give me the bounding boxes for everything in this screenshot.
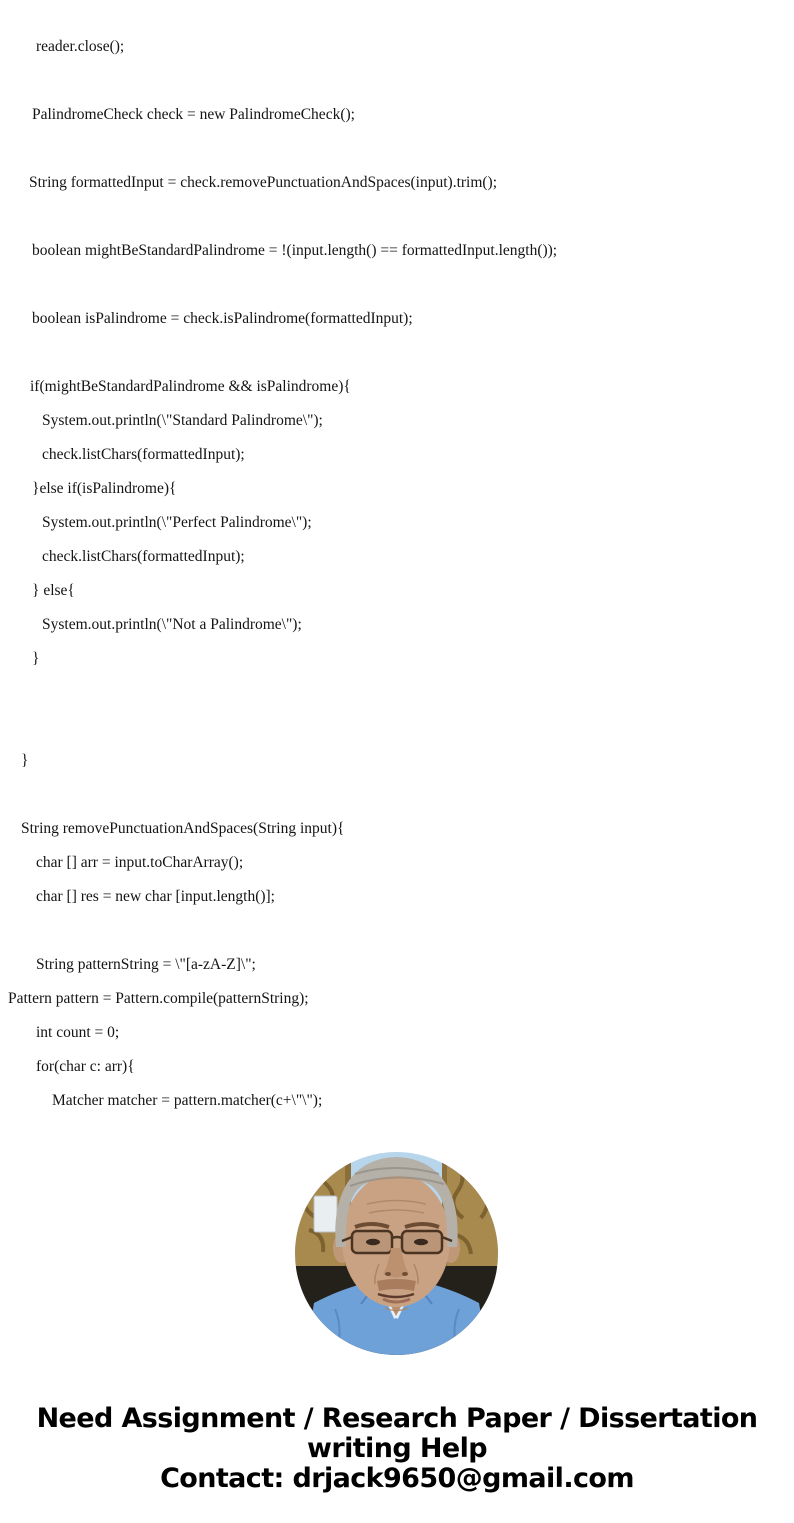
code-block [0, 30, 794, 1118]
code-line [0, 778, 794, 812]
code-line [0, 132, 794, 166]
code-line [0, 676, 794, 710]
promo-banner [0, 1404, 794, 1494]
code-line [0, 64, 794, 98]
code-line: Pattern pattern = Pattern.compile(patternString); [8, 990, 309, 1007]
code-line: boolean mightBeStandardPalindrome = !(input.length() == formattedInput.length()); [32, 242, 558, 259]
code-line [0, 336, 794, 370]
code-line: check.listChars(formattedInput); [42, 548, 245, 565]
code-line: boolean isPalindrome = check.isPalindrome(formattedInput); [32, 310, 413, 327]
code-line: char [] res = new char [input.length()]; [36, 888, 275, 905]
portrait-photo [295, 1152, 498, 1355]
code-line [0, 710, 794, 744]
promo-headline-line1: Need Assignment / Research Paper / Dissertation [36, 1403, 758, 1434]
code-line: int count = 0; [36, 1024, 120, 1041]
code-line: char [] arr = input.toCharArray(); [36, 854, 244, 871]
code-line: } else{ [32, 582, 75, 599]
code-line [0, 914, 794, 948]
code-line: System.out.println(\"Not a Palindrome\"); [42, 616, 302, 633]
code-line: }else if(isPalindrome){ [32, 480, 177, 497]
promo-contact-email: Contact: drjack9650@gmail.com [160, 1463, 634, 1494]
code-line [0, 268, 794, 302]
code-line: String patternString = \"[a-zA-Z]\"; [36, 956, 256, 973]
code-line: if(mightBeStandardPalindrome && isPalindrome){ [30, 378, 351, 395]
code-line: String removePunctuationAndSpaces(String input){ [21, 820, 345, 837]
code-line: } [32, 650, 40, 667]
code-line: for(char c: arr){ [36, 1058, 135, 1075]
promo-headline-line2: writing Help [307, 1433, 487, 1464]
code-line [0, 200, 794, 234]
code-line: } [21, 752, 29, 769]
wall-switch-plate [314, 1196, 337, 1232]
code-line: System.out.println(\"Perfect Palindrome\"); [42, 514, 312, 531]
code-line: System.out.println(\"Standard Palindrome\"); [42, 412, 323, 429]
code-line: check.listChars(formattedInput); [42, 446, 245, 463]
code-line: reader.close(); [36, 38, 125, 55]
code-line: String formattedInput = check.removePunctuationAndSpaces(input).trim(); [29, 174, 498, 191]
code-line: Matcher matcher = pattern.matcher(c+\"\"); [52, 1092, 323, 1109]
code-line: PalindromeCheck check = new PalindromeCheck(); [32, 106, 355, 123]
avatar [295, 1152, 498, 1355]
